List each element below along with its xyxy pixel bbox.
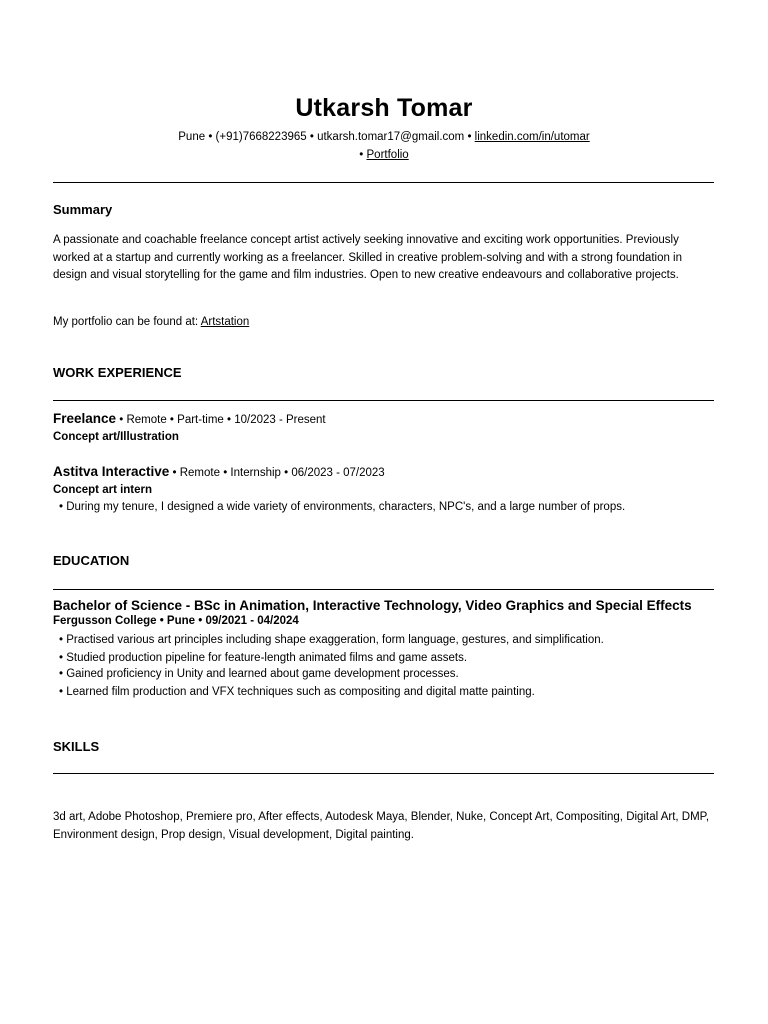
portfolio-link[interactable]: Portfolio <box>366 149 409 161</box>
education-bullet: • Studied production pipeline for feature-length animated films and game assets. <box>59 652 468 664</box>
contact-details: Pune • (+91)7668223965 • utkarsh.tomar17@gmail.com • <box>178 131 475 143</box>
portfolio-prefix: My portfolio can be found at: <box>53 316 201 328</box>
skills-heading: SKILLS <box>53 739 100 754</box>
contact-line <box>0 131 768 143</box>
job-bullet: • During my tenure, I designed a wide variety of environments, characters, NPC's, and a large number of props. <box>59 501 626 513</box>
job-role: Concept art/Illustration <box>53 431 179 443</box>
skills-list: 3d art, Adobe Photoshop, Premiere pro, After effects, Autodesk Maya, Blender, Nuke, Concept Art, Compositing, Digital Art, DMP, Environment design, Prop design, Visual development, Digital painting. <box>53 811 710 841</box>
job-role: Concept art intern <box>53 484 153 496</box>
job-details: • Remote • Internship • 06/2023 - 07/2023 <box>169 467 385 479</box>
work-divider <box>53 400 714 401</box>
education-bullet: • Gained proficiency in Unity and learned about game development processes. <box>59 668 459 680</box>
artstation-link[interactable]: Artstation <box>200 316 250 328</box>
work-experience-heading: WORK EXPERIENCE <box>53 365 182 380</box>
education-bullet: • Learned film production and VFX techniques such as compositing and digital matte painting. <box>59 686 535 698</box>
job-entry-freelance <box>53 411 326 426</box>
contact-line-2 <box>0 149 768 161</box>
summary-heading: Summary <box>53 202 113 217</box>
summary-text: A passionate and coachable freelance concept artist actively seeking innovative and exciting work opportunities. Previously worked at a startup and currently working as a freelancer. Skilled in creative problem-solving and with a strong foundation in design and visual storytelling for the game and film industries. Open to new creative endeavours and collaborative projects. <box>53 234 683 281</box>
job-details: • Remote • Part-time • 10/2023 - Present <box>116 414 326 426</box>
portfolio-line <box>53 316 249 328</box>
skills-divider <box>53 773 714 774</box>
degree-title: Bachelor of Science - BSc in Animation, Interactive Technology, Video Graphics and Special Effects <box>53 598 692 613</box>
candidate-name: Utkarsh Tomar <box>295 94 473 122</box>
school-line: Fergusson College • Pune • 09/2021 - 04/2024 <box>53 615 299 627</box>
education-heading: EDUCATION <box>53 553 130 568</box>
job-company: Freelance <box>53 411 117 426</box>
job-entry-astitva <box>53 464 385 479</box>
contact-bullet: • <box>359 149 367 161</box>
education-bullet: • Practised various art principles including shape exaggeration, form language, gestures, and simplification. <box>59 634 604 646</box>
education-divider <box>53 589 714 590</box>
header-divider <box>53 182 714 183</box>
job-company: Astitva Interactive <box>53 464 170 479</box>
linkedin-link[interactable]: linkedin.com/in/utomar <box>474 131 590 143</box>
